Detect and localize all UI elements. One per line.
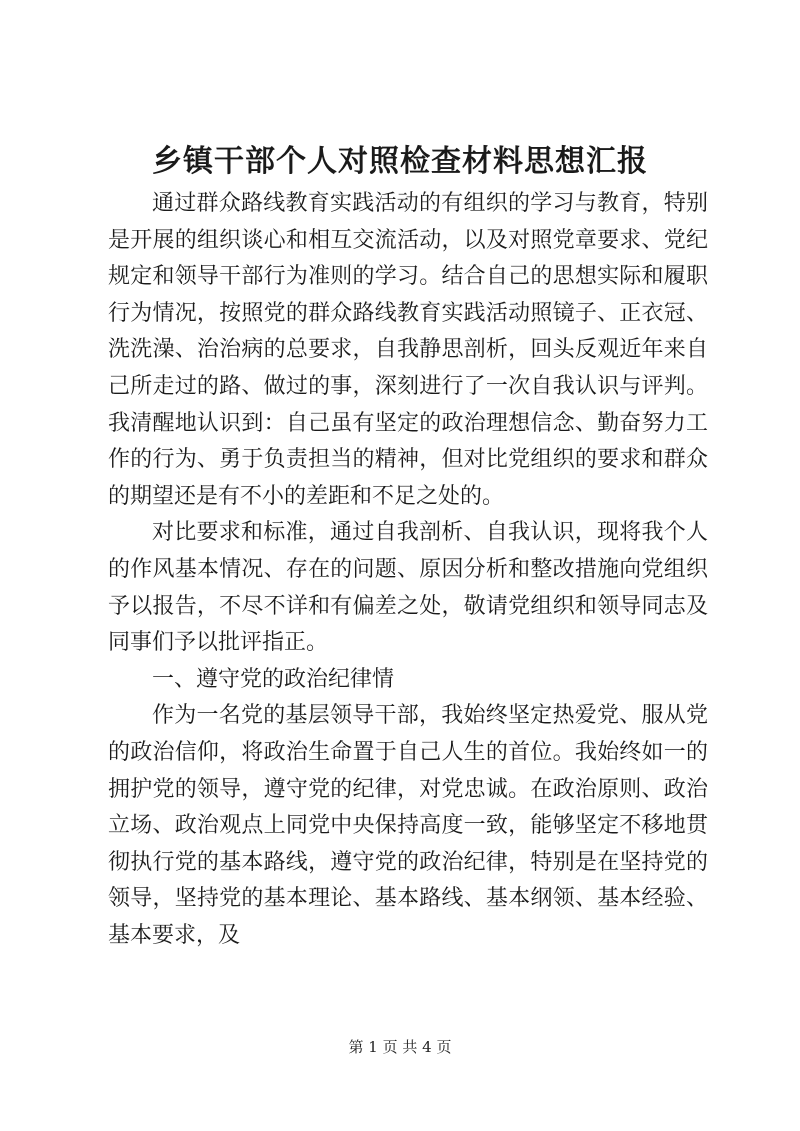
document-title: 乡镇干部个人对照检查材料思想汇报 (152, 144, 648, 179)
paragraph-intro: 通过群众路线教育实践活动的有组织的学习与教育，特别是开展的组织谈心和相互交流活动，以及对照党章要求、党纪规定和领导干部行为准则的学习。结合自己的思想实际和履职行为情况，按照党的群众路线教育实践活动照镜子、正衣冠、洗洗澡、治治病的总要求，自我静思剖析，回头反观近年来自己所走过的路、做过的事，深刻进行了一次自我认识与评判。我清醒地认识到：自己虽有坚定的政治理想信念、勤奋努力工作的行为、勇于负责担当的精神，但对比党组织的要求和群众的期望还是有不小的差距和不足之处的。 (108, 191, 708, 509)
paragraph-discipline: 作为一名党的基层领导干部，我始终坚定热爱党、服从党的政治信仰，将政治生命置于自己人生的首位。我始终如一的拥护党的领导，遵守党的纪律，对党忠诚。在政治原则、政治立场、政治观点上同党中央保持高度一致，能够坚定不移地贯彻执行党的基本路线，遵守党的政治纪律，特别是在坚持党的领导，坚持党的基本理论、基本路线、基本纲领、基本经验、基本要求，及 (108, 703, 708, 948)
page-footer: 第 1 页 共 4 页 (348, 1038, 452, 1056)
paragraph-report: 对比要求和标准，通过自我剖析、自我认识，现将我个人的作风基本情况、存在的问题、原因分析和整改措施向党组织予以报告，不尽不详和有偏差之处，敬请党组织和领导同志及同事们予以批评指正。 (108, 520, 708, 656)
document-body (108, 186, 708, 954)
section-heading: 一、遵守党的政治纪律情 (152, 666, 395, 692)
